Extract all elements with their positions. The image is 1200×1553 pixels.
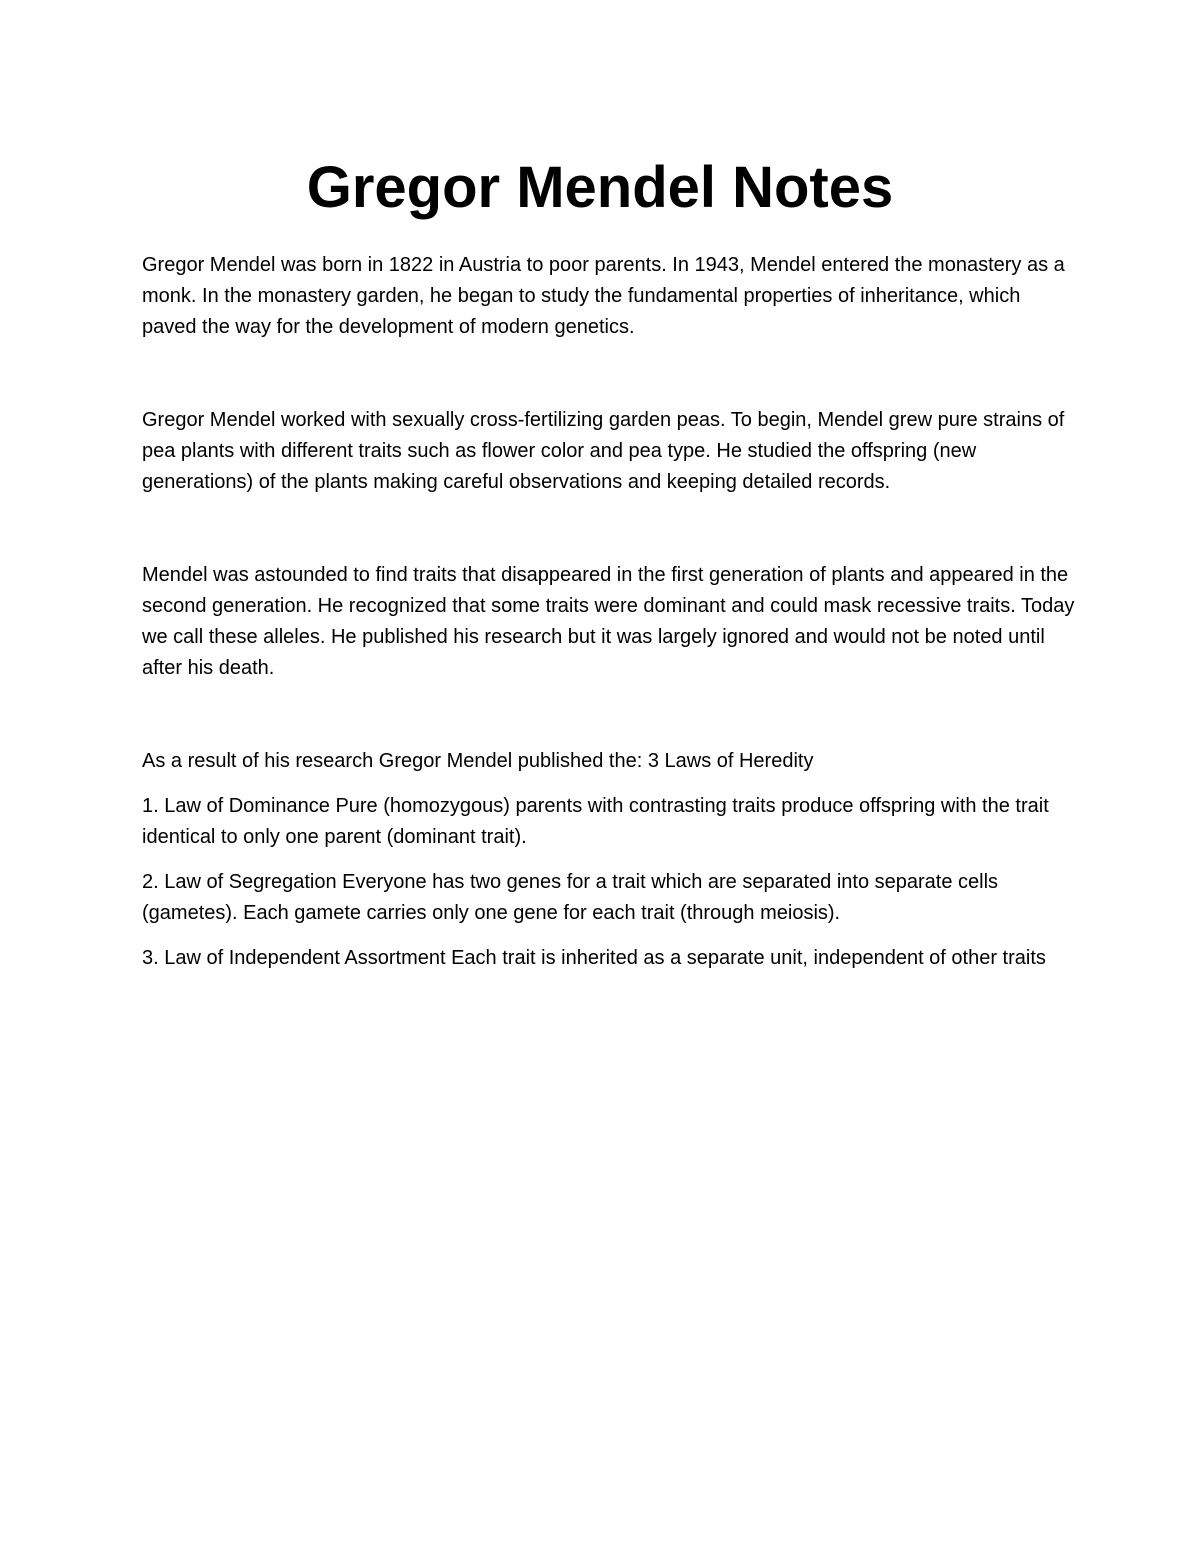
laws-list — [142, 791, 1077, 974]
paragraph-peas: Gregor Mendel worked with sexually cross-fertilizing garden peas. To begin, Mendel grew pure strains of pea plants with different traits such as flower color and pea type. He studied the offspring (new generations) of the plants making careful observations and keeping detailed records. — [142, 409, 1065, 493]
paragraph-birth: Gregor Mendel was born in 1822 in Austria to poor parents. In 1943, Mendel entered the monastery as a monk. In the monastery garden, he began to study the fundamental properties of inheritance, which paved the way for the development of modern genetics. — [142, 254, 1065, 338]
document-body — [142, 250, 1077, 988]
laws-intro: As a result of his research Gregor Mendel published the: 3 Laws of Heredity — [142, 750, 814, 772]
paragraph-findings: Mendel was astounded to find traits that disappeared in the first generation of plants and appeared in the second generation. He recognized that some traits were dominant and could mask recessive traits. Today we call these alleles. He published his research but it was largely ignored and would not be noted until after his death. — [142, 564, 1075, 679]
law-segregation: 2. Law of Segregation Everyone has two genes for a trait which are separated into separate cells (gametes). Each gamete carries only one gene for each trait (through meiosis). — [142, 871, 999, 924]
law-dominance: 1. Law of Dominance Pure (homozygous) parents with contrasting traits produce offspring with the trait identical to only one parent (dominant trait). — [142, 795, 1049, 848]
law-independent-assortment: 3. Law of Independent Assortment Each trait is inherited as a separate unit, independent of other traits — [142, 947, 1046, 969]
page-title: Gregor Mendel Notes — [306, 155, 894, 220]
